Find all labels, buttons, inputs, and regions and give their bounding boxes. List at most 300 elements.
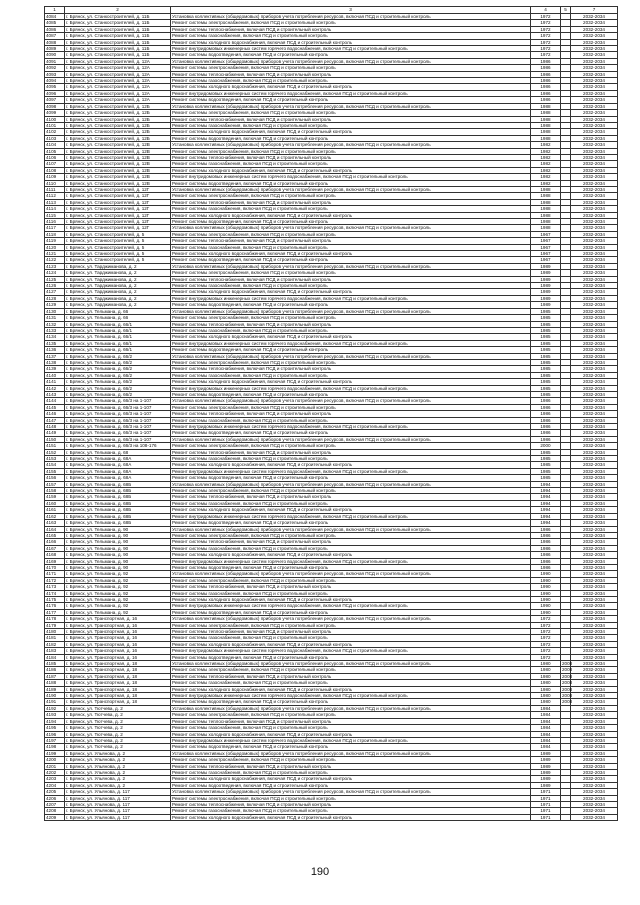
work-type-cell: Ремонт системы водоотведения, включая ПСД и строительный контроль <box>171 257 531 263</box>
build-year-cell: 1980 <box>531 673 561 679</box>
address-cell: г. Брянск, ул. Станкостроителей, д. 12Г <box>65 193 171 199</box>
build-year-cell: 1972 <box>531 654 561 660</box>
work-type-cell: Ремонт системы холодного водоснабжения, включая ПСД и строительный контроль <box>171 462 531 468</box>
work-type-cell: Ремонт внутридомовых инженерных систем горячего водоснабжения, включая ПСД и строительный контроль <box>171 46 531 52</box>
build-year-cell: 1972 <box>531 39 561 45</box>
row-number-cell: 4158 <box>45 488 65 494</box>
work-type-cell: Установка коллективных (общедомовых) приборов учета потребления ресурсов, включая ПСД и строительный контроль <box>171 616 531 622</box>
period-cell: 2032-2034 <box>571 705 618 711</box>
row-number-cell: 4095 <box>45 84 65 90</box>
address-cell: г. Брянск, ул. Станкостроителей, д. 12Г <box>65 212 171 218</box>
build-year-cell: 1989 <box>531 782 561 788</box>
work-type-cell: Ремонт системы газоснабжения, включая ПСД и строительный контроль <box>171 33 531 39</box>
address-cell: г. Брянск, ул. Тельмана, д. 66/2 <box>65 372 171 378</box>
row-number-cell: 4110 <box>45 180 65 186</box>
work-type-cell: Установка коллективных (общедомовых) приборов учета потребления ресурсов, включая ПСД и строительный контроль <box>171 436 531 442</box>
repair-year-cell: 2008 <box>562 667 573 673</box>
address-cell: г. Брянск, ул. Тютчева, д. 2 <box>65 744 171 750</box>
work-type-cell: Установка коллективных (общедомовых) приборов учета потребления ресурсов, включая ПСД и строительный контроль <box>171 142 531 148</box>
work-type-cell: Ремонт системы электроснабжения, включая ПСД и строительный контроль <box>171 577 531 583</box>
work-type-cell: Ремонт системы водоотведения, включая ПСД и строительный контроль <box>171 180 531 186</box>
work-type-cell: Ремонт системы газоснабжения, включая ПСД и строительный контроль <box>171 206 531 212</box>
work-type-cell: Ремонт системы теплоснабжения, включая ПСД и строительный контроль <box>171 411 531 417</box>
row-number-cell: 4207 <box>45 801 65 807</box>
address-cell: г. Брянск, ул. Транспортная, д. 16 <box>65 629 171 635</box>
row-number-cell: 4195 <box>45 725 65 731</box>
work-type-cell: Ремонт системы теплоснабжения, включая ПСД и строительный контроль <box>171 584 531 590</box>
work-type-cell: Ремонт системы водоотведения, включая ПСД и строительный контроль <box>171 609 531 615</box>
build-year-cell: 1988 <box>531 219 561 225</box>
address-cell: г. Брянск, ул. Тельмана, д. 66/2 <box>65 353 171 359</box>
repair-year-cell: 2008 <box>562 699 573 705</box>
work-type-cell: Ремонт системы электроснабжения, включая ПСД и строительный контроль <box>171 65 531 71</box>
build-year-cell: 1972 <box>531 26 561 32</box>
row-number-cell: 4196 <box>45 731 65 737</box>
row-number-cell: 4187 <box>45 673 65 679</box>
work-type-cell: Ремонт внутридомовых инженерных систем горячего водоснабжения, включая ПСД и строительный контроль <box>171 340 531 346</box>
period-cell: 2032-2034 <box>571 468 618 474</box>
period-cell: 2032-2034 <box>571 65 618 71</box>
address-cell: г. Брянск, ул. Тельмана, д. 66/3 на 1-107 <box>65 430 171 436</box>
build-year-cell: 1988 <box>531 186 561 192</box>
address-cell: г. Брянск, ул. Станкостроителей, д. 5 <box>65 244 171 250</box>
build-year-cell: 1985 <box>531 385 561 391</box>
address-cell: г. Брянск, ул. Тельмана, д. 66/3 на 1-107 <box>65 404 171 410</box>
period-cell: 2032-2034 <box>571 20 618 26</box>
work-type-cell: Ремонт системы теплоснабжения, включая ПСД и строительный контроль <box>171 801 531 807</box>
period-cell: 2032-2034 <box>571 590 618 596</box>
build-year-cell: 1985 <box>531 449 561 455</box>
address-cell: г. Брянск, ул. Тельмана, д. 68Б <box>65 513 171 519</box>
work-type-cell: Ремонт системы электроснабжения, включая ПСД и строительный контроль <box>171 315 531 321</box>
row-number-cell: 4205 <box>45 789 65 795</box>
address-cell: г. Брянск, ул. Тельмана, д. 90 <box>65 558 171 564</box>
address-cell: г. Брянск, ул. Тютчева, д. 2 <box>65 725 171 731</box>
build-year-cell: 1994 <box>531 513 561 519</box>
row-number-cell: 4204 <box>45 782 65 788</box>
row-number-cell: 4099 <box>45 110 65 116</box>
address-cell: г. Брянск, ул. Тельмана, д. 66/1 <box>65 321 171 327</box>
row-number-cell: 4115 <box>45 212 65 218</box>
work-type-cell: Ремонт системы электроснабжения, включая ПСД и строительный контроль <box>171 622 531 628</box>
row-number-cell: 4138 <box>45 359 65 365</box>
period-cell: 2032-2034 <box>571 424 618 430</box>
row-number-cell: 4193 <box>45 712 65 718</box>
address-cell: г. Брянск, ул. Станкостроителей, д. 12Б <box>65 129 171 135</box>
row-number-cell: 4109 <box>45 174 65 180</box>
build-year-cell: 1985 <box>531 379 561 385</box>
row-number-cell: 4181 <box>45 635 65 641</box>
period-cell: 2032-2034 <box>571 596 618 602</box>
build-year-cell: 1986 <box>531 436 561 442</box>
work-type-cell: Ремонт системы холодного водоснабжения, включая ПСД и строительный контроль <box>171 289 531 295</box>
row-number-cell: 4098 <box>45 103 65 109</box>
address-cell: г. Брянск, ул. Тельмана, д. 66/2 <box>65 379 171 385</box>
period-cell: 2032-2034 <box>571 276 618 282</box>
period-cell: 2032-2034 <box>571 231 618 237</box>
row-number-cell: 4203 <box>45 776 65 782</box>
work-type-cell: Установка коллективных (общедомовых) приборов учета потребления ресурсов, включая ПСД и строительный контроль <box>171 571 531 577</box>
build-year-cell: 1980 <box>531 699 561 705</box>
period-cell: 2032-2034 <box>571 500 618 506</box>
row-number-cell: 4170 <box>45 564 65 570</box>
period-cell: 2032-2034 <box>571 532 618 538</box>
period-cell: 2032-2034 <box>571 545 618 551</box>
repair-year-cell: 2008 <box>562 680 573 686</box>
period-cell: 2032-2034 <box>571 283 618 289</box>
build-year-cell: 1985 <box>531 353 561 359</box>
address-cell: г. Брянск, ул. Тельмана, д. 68А <box>65 468 171 474</box>
build-year-cell: 1990 <box>531 571 561 577</box>
address-cell: г. Брянск, ул. Станкостроителей, д. 12А <box>65 65 171 71</box>
row-number-cell: 4200 <box>45 757 65 763</box>
work-type-cell: Ремонт системы газоснабжения, включая ПСД и строительный контроль <box>171 372 531 378</box>
address-cell: г. Брянск, ул. Станкостроителей, д. 12А <box>65 97 171 103</box>
build-year-cell: 1989 <box>531 763 561 769</box>
address-cell: г. Брянск, ул. Тельмана, д. 90 <box>65 545 171 551</box>
period-cell: 2032-2034 <box>571 744 618 750</box>
work-type-cell: Установка коллективных (общедомовых) приборов учета потребления ресурсов, включая ПСД и строительный контроль <box>171 186 531 192</box>
build-year-cell: 1989 <box>531 289 561 295</box>
build-year-cell: 1988 <box>531 129 561 135</box>
period-cell: 2032-2034 <box>571 577 618 583</box>
row-number-cell: 4125 <box>45 276 65 282</box>
period-cell: 2032-2034 <box>571 327 618 333</box>
work-type-cell: Ремонт системы газоснабжения, включая ПСД и строительный контроль <box>171 769 531 775</box>
build-year-cell: 1986 <box>531 417 561 423</box>
row-number-cell: 4199 <box>45 750 65 756</box>
build-year-cell: 1985 <box>531 456 561 462</box>
work-type-cell: Ремонт системы теплоснабжения, включая ПСД и строительный контроль <box>171 494 531 500</box>
address-cell: г. Брянск, ул. Тарджиманова, д. 2 <box>65 276 171 282</box>
address-cell: г. Брянск, ул. Тарджиманова, д. 2 <box>65 283 171 289</box>
work-type-cell: Ремонт системы электроснабжения, включая ПСД и строительный контроль <box>171 443 531 449</box>
build-year-cell: 1988 <box>531 110 561 116</box>
work-type-cell: Установка коллективных (общедомовых) приборов учета потребления ресурсов, включая ПСД и строительный контроль <box>171 526 531 532</box>
address-cell: г. Брянск, ул. Станкостроителей, д. 5 <box>65 251 171 257</box>
table-row <box>45 814 618 820</box>
row-number-cell: 4186 <box>45 667 65 673</box>
build-year-cell: 1984 <box>531 712 561 718</box>
address-cell: г. Брянск, ул. Станкостроителей, д. 12В <box>65 154 171 160</box>
row-number-cell: 4197 <box>45 737 65 743</box>
period-cell: 2032-2034 <box>571 212 618 218</box>
build-year-cell: 1988 <box>531 135 561 141</box>
period-cell: 2032-2034 <box>571 731 618 737</box>
period-cell: 2032-2034 <box>571 398 618 404</box>
work-type-cell: Ремонт системы холодного водоснабжения, включая ПСД и строительный контроль <box>171 167 531 173</box>
work-type-cell: Ремонт системы теплоснабжения, включая ПСД и строительный контроль <box>171 116 531 122</box>
period-cell: 2032-2034 <box>571 667 618 673</box>
build-year-cell: 1971 <box>531 801 561 807</box>
period-cell: 2032-2034 <box>571 699 618 705</box>
row-number-cell: 4176 <box>45 603 65 609</box>
build-year-cell: 1972 <box>531 14 561 20</box>
row-number-cell: 4088 <box>45 39 65 45</box>
work-type-cell: Ремонт внутридомовых инженерных систем горячего водоснабжения, включая ПСД и строительный контроль <box>171 424 531 430</box>
build-year-cell: 1986 <box>531 532 561 538</box>
work-type-cell: Установка коллективных (общедомовых) приборов учета потребления ресурсов, включая ПСД и строительный контроль <box>171 398 531 404</box>
period-cell: 2032-2034 <box>571 148 618 154</box>
work-type-cell: Ремонт системы теплоснабжения, включая ПСД и строительный контроль <box>171 276 531 282</box>
row-number-cell: 4173 <box>45 584 65 590</box>
row-number-cell: 4144 <box>45 398 65 404</box>
period-cell: 2032-2034 <box>571 238 618 244</box>
period-cell: 2032-2034 <box>571 513 618 519</box>
build-year-cell: 1985 <box>531 359 561 365</box>
build-year-cell: 1972 <box>531 46 561 52</box>
build-year-cell: 1986 <box>531 526 561 532</box>
address-cell: г. Брянск, ул. Тельмана, д. 66/3 на 1-107 <box>65 424 171 430</box>
address-cell: г. Брянск, ул. Станкостроителей, д. 12Б <box>65 110 171 116</box>
work-type-cell: Ремонт системы теплоснабжения, включая ПСД и строительный контроль <box>171 154 531 160</box>
work-type-cell: Ремонт системы теплоснабжения, включая ПСД и строительный контроль <box>171 449 531 455</box>
row-number-cell: 4174 <box>45 590 65 596</box>
address-cell: г. Брянск, ул. Тельмана, д. 66/2 <box>65 391 171 397</box>
row-number-cell: 4189 <box>45 686 65 692</box>
column-header: 3 <box>171 7 531 14</box>
period-cell: 2032-2034 <box>571 366 618 372</box>
work-type-cell: Ремонт системы водоотведения, включая ПСД и строительный контроль <box>171 52 531 58</box>
work-type-cell: Ремонт системы водоотведения, включая ПСД и строительный контроль <box>171 430 531 436</box>
column-header: 7 <box>571 7 618 14</box>
row-number-cell: 4096 <box>45 90 65 96</box>
period-cell: 2032-2034 <box>571 814 618 820</box>
period-cell: 2032-2034 <box>571 558 618 564</box>
build-year-cell: 1994 <box>531 507 561 513</box>
work-type-cell: Ремонт системы электроснабжения, включая ПСД и строительный контроль <box>171 110 531 116</box>
build-year-cell: 1972 <box>531 52 561 58</box>
period-cell: 2032-2034 <box>571 456 618 462</box>
period-cell: 2032-2034 <box>571 340 618 346</box>
address-cell: г. Брянск, ул. Транспортная, д. 18 <box>65 693 171 699</box>
build-year-cell: 1972 <box>531 648 561 654</box>
build-year-cell: 1989 <box>531 276 561 282</box>
build-year-cell: 1985 <box>531 321 561 327</box>
period-cell: 2032-2034 <box>571 359 618 365</box>
address-cell: г. Брянск, ул. Станкостроителей, д. 12Б <box>65 135 171 141</box>
address-cell: г. Брянск, ул. Станкостроителей, д. 5 <box>65 231 171 237</box>
address-cell: г. Брянск, ул. Тельмана, д. 66/2 <box>65 359 171 365</box>
work-type-cell: Ремонт внутридомовых инженерных систем горячего водоснабжения, включая ПСД и строительный контроль <box>171 558 531 564</box>
build-year-cell: 2000 <box>531 443 561 449</box>
row-number-cell: 4118 <box>45 231 65 237</box>
work-type-cell: Ремонт системы электроснабжения, включая ПСД и строительный контроль <box>171 20 531 26</box>
work-type-cell: Ремонт системы холодного водоснабжения, включая ПСД и строительный контроль <box>171 814 531 820</box>
build-year-cell: 1988 <box>531 206 561 212</box>
row-number-cell: 4188 <box>45 680 65 686</box>
work-type-cell: Ремонт системы электроснабжения, включая ПСД и строительный контроль <box>171 148 531 154</box>
period-cell: 2032-2034 <box>571 174 618 180</box>
build-year-cell: 1984 <box>531 705 561 711</box>
address-cell: г. Брянск, ул. Станкостроителей, д. 11Б <box>65 14 171 20</box>
period-cell: 2032-2034 <box>571 693 618 699</box>
work-type-cell: Установка коллективных (общедомовых) приборов учета потребления ресурсов, включая ПСД и строительный контроль <box>171 263 531 269</box>
period-cell: 2032-2034 <box>571 122 618 128</box>
build-year-cell: 1967 <box>531 238 561 244</box>
work-type-cell: Ремонт системы электроснабжения, включая ПСД и строительный контроль <box>171 488 531 494</box>
address-cell: г. Брянск, ул. Тельмана, д. 90 <box>65 526 171 532</box>
row-number-cell: 4143 <box>45 391 65 397</box>
period-cell: 2032-2034 <box>571 347 618 353</box>
work-type-cell: Установка коллективных (общедомовых) приборов учета потребления ресурсов, включая ПСД и строительный контроль <box>171 103 531 109</box>
build-year-cell: 1972 <box>531 616 561 622</box>
build-year-cell: 1971 <box>531 814 561 820</box>
build-year-cell: 1986 <box>531 404 561 410</box>
row-number-cell: 4089 <box>45 46 65 52</box>
address-cell: г. Брянск, ул. Тельмана, д. 66/1 <box>65 340 171 346</box>
address-cell: г. Брянск, ул. Транспортная, д. 18 <box>65 680 171 686</box>
row-number-cell: 4153 <box>45 456 65 462</box>
build-year-cell: 1985 <box>531 475 561 481</box>
period-cell: 2032-2034 <box>571 622 618 628</box>
work-type-cell: Ремонт системы холодного водоснабжения, включая ПСД и строительный контроль <box>171 39 531 45</box>
row-number-cell: 4117 <box>45 225 65 231</box>
row-number-cell: 4129 <box>45 302 65 308</box>
build-year-cell: 1971 <box>531 795 561 801</box>
build-year-cell: 1967 <box>531 251 561 257</box>
period-cell: 2032-2034 <box>571 789 618 795</box>
address-cell: г. Брянск, ул. Транспортная, д. 16 <box>65 635 171 641</box>
build-year-cell: 1971 <box>531 808 561 814</box>
build-year-cell: 1985 <box>531 334 561 340</box>
period-cell: 2032-2034 <box>571 193 618 199</box>
work-type-cell: Ремонт системы теплоснабжения, включая ПСД и строительный контроль <box>171 71 531 77</box>
work-type-cell: Ремонт системы газоснабжения, включая ПСД и строительный контроль <box>171 808 531 814</box>
address-cell: г. Брянск, ул. Тельмана, д. 66 <box>65 308 171 314</box>
row-number-cell: 4183 <box>45 648 65 654</box>
row-number-cell: 4145 <box>45 404 65 410</box>
address-cell: г. Брянск, ул. Станкостроителей, д. 12В <box>65 174 171 180</box>
period-cell: 2032-2034 <box>571 302 618 308</box>
address-cell: г. Брянск, ул. Тельмана, д. 92 <box>65 609 171 615</box>
build-year-cell: 1982 <box>531 167 561 173</box>
period-cell: 2032-2034 <box>571 52 618 58</box>
page-number: 190 <box>310 866 330 878</box>
build-year-cell: 1985 <box>531 366 561 372</box>
period-cell: 2032-2034 <box>571 763 618 769</box>
address-cell: г. Брянск, ул. Транспортная, д. 16 <box>65 641 171 647</box>
row-number-cell: 4161 <box>45 507 65 513</box>
build-year-cell: 1986 <box>531 97 561 103</box>
address-cell: г. Брянск, ул. Станкостроителей, д. 12Г <box>65 225 171 231</box>
address-cell: г. Брянск, ул. Ульянова, д. 2 <box>65 782 171 788</box>
work-type-cell: Ремонт системы электроснабжения, включая ПСД и строительный контроль <box>171 193 531 199</box>
address-cell: г. Брянск, ул. Тельмана, д. 92 <box>65 571 171 577</box>
row-number-cell: 4172 <box>45 577 65 583</box>
work-type-cell: Ремонт системы газоснабжения, включая ПСД и строительный контроль <box>171 122 531 128</box>
row-number-cell: 4141 <box>45 379 65 385</box>
row-number-cell: 4137 <box>45 353 65 359</box>
row-number-cell: 4132 <box>45 321 65 327</box>
address-cell: г. Брянск, ул. Станкостроителей, д. 11Б <box>65 46 171 52</box>
build-year-cell: 1986 <box>531 552 561 558</box>
build-year-cell: 1982 <box>531 161 561 167</box>
address-cell: г. Брянск, ул. Тельмана, д. 68Б <box>65 488 171 494</box>
work-type-cell: Ремонт системы теплоснабжения, включая ПСД и строительный контроль <box>171 321 531 327</box>
address-cell: г. Брянск, ул. Станкостроителей, д. 11Б <box>65 52 171 58</box>
build-year-cell: 1985 <box>531 468 561 474</box>
row-number-cell: 4100 <box>45 116 65 122</box>
row-number-cell: 4140 <box>45 372 65 378</box>
period-cell: 2032-2034 <box>571 334 618 340</box>
work-type-cell: Ремонт системы газоснабжения, включая ПСД и строительный контроль <box>171 161 531 167</box>
address-cell: г. Брянск, ул. Станкостроителей, д. 12В <box>65 167 171 173</box>
row-number-cell: 4160 <box>45 500 65 506</box>
row-number-cell: 4136 <box>45 347 65 353</box>
period-cell: 2032-2034 <box>571 84 618 90</box>
work-type-cell: Ремонт системы холодного водоснабжения, включая ПСД и строительный контроль <box>171 686 531 692</box>
address-cell: г. Брянск, ул. Тельмана, д. 92 <box>65 596 171 602</box>
period-cell: 2032-2034 <box>571 372 618 378</box>
build-year-cell: 1990 <box>531 577 561 583</box>
table-body <box>45 14 618 821</box>
row-number-cell: 4209 <box>45 814 65 820</box>
period-cell: 2032-2034 <box>571 167 618 173</box>
build-year-cell: 1985 <box>531 308 561 314</box>
period-cell: 2032-2034 <box>571 186 618 192</box>
address-cell: г. Брянск, ул. Станкостроителей, д. 12Б <box>65 103 171 109</box>
period-cell: 2032-2034 <box>571 686 618 692</box>
address-cell: г. Брянск, ул. Тарджиманова, д. 2 <box>65 295 171 301</box>
period-cell: 2032-2034 <box>571 680 618 686</box>
build-year-cell: 1989 <box>531 270 561 276</box>
period-cell: 2032-2034 <box>571 725 618 731</box>
row-number-cell: 4111 <box>45 186 65 192</box>
address-cell: г. Брянск, ул. Станкостроителей, д. 12Г <box>65 186 171 192</box>
address-cell: г. Брянск, ул. Тельмана, д. 68А <box>65 456 171 462</box>
row-number-cell: 4165 <box>45 532 65 538</box>
work-type-cell: Ремонт системы газоснабжения, включая ПСД и строительный контроль <box>171 327 531 333</box>
work-type-cell: Ремонт системы газоснабжения, включая ПСД и строительный контроль <box>171 78 531 84</box>
build-year-cell: 1985 <box>531 327 561 333</box>
work-type-cell: Ремонт системы водоотведения, включая ПСД и строительный контроль <box>171 135 531 141</box>
work-type-cell: Установка коллективных (общедомовых) приборов учета потребления ресурсов, включая ПСД и строительный контроль <box>171 308 531 314</box>
build-year-cell: 1986 <box>531 71 561 77</box>
work-type-cell: Ремонт внутридомовых инженерных систем горячего водоснабжения, включая ПСД и строительный контроль <box>171 693 531 699</box>
row-number-cell: 4119 <box>45 238 65 244</box>
build-year-cell: 1986 <box>531 411 561 417</box>
row-number-cell: 4102 <box>45 129 65 135</box>
work-type-cell: Ремонт системы водоотведения, включая ПСД и строительный контроль <box>171 520 531 526</box>
work-type-cell: Ремонт системы водоотведения, включая ПСД и строительный контроль <box>171 475 531 481</box>
period-cell: 2032-2034 <box>571 430 618 436</box>
build-year-cell: 1989 <box>531 283 561 289</box>
period-cell: 2032-2034 <box>571 462 618 468</box>
work-type-cell: Ремонт системы водоотведения, включая ПСД и строительный контроль <box>171 699 531 705</box>
address-cell: г. Брянск, ул. Тарджиманова, д. 2 <box>65 263 171 269</box>
work-type-cell: Ремонт системы теплоснабжения, включая ПСД и строительный контроль <box>171 26 531 32</box>
address-cell: г. Брянск, ул. Транспортная, д. 18 <box>65 673 171 679</box>
row-number-cell: 4184 <box>45 654 65 660</box>
period-cell: 2032-2034 <box>571 103 618 109</box>
build-year-cell: 1994 <box>531 500 561 506</box>
row-number-cell: 4169 <box>45 558 65 564</box>
period-cell: 2032-2034 <box>571 385 618 391</box>
row-number-cell: 4179 <box>45 622 65 628</box>
row-number-cell: 4093 <box>45 71 65 77</box>
build-year-cell: 1967 <box>531 231 561 237</box>
address-cell: г. Брянск, ул. Ульянова, д. 2 <box>65 750 171 756</box>
build-year-cell: 1984 <box>531 744 561 750</box>
build-year-cell: 1989 <box>531 757 561 763</box>
work-type-cell: Ремонт системы газоснабжения, включая ПСД и строительный контроль <box>171 680 531 686</box>
work-type-cell: Ремонт системы водоотведения, включая ПСД и строительный контроль <box>171 564 531 570</box>
repair-year-cell <box>561 814 571 820</box>
row-number-cell: 4151 <box>45 443 65 449</box>
row-number-cell: 4194 <box>45 718 65 724</box>
row-number-cell: 4106 <box>45 154 65 160</box>
